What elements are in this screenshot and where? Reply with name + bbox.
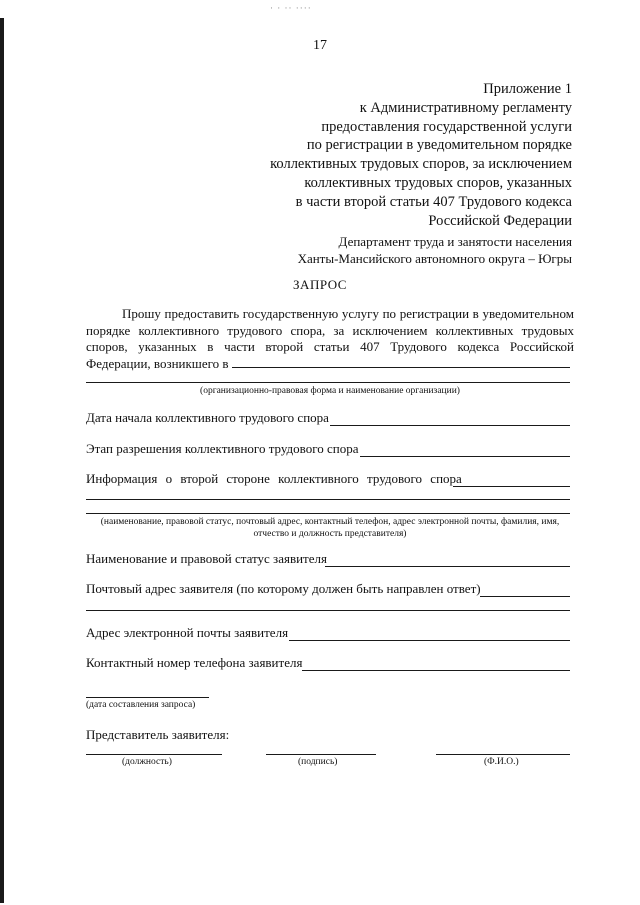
request-date-caption: (дата составления запроса) (86, 700, 196, 710)
second-party-info-field[interactable] (86, 499, 570, 500)
phone-field[interactable] (302, 670, 570, 671)
position-caption: (должность) (122, 757, 172, 767)
representative-signature-field[interactable] (266, 754, 376, 755)
appendix-header (270, 80, 572, 230)
appendix-line: коллективных трудовых споров, за исключением (270, 156, 572, 173)
appendix-line: Российской Федерации (428, 212, 572, 229)
postal-address-label: Почтовый адрес заявителя (по которому должен быть направлен ответ) (86, 581, 481, 596)
second-party-info-field-2[interactable] (86, 513, 570, 514)
document-title: ЗАПРОС (293, 277, 347, 292)
appendix-line: Приложение 1 (483, 81, 572, 97)
postal-address-field[interactable] (86, 610, 570, 611)
email-field[interactable] (289, 640, 570, 641)
appendix-line: предоставления государственной услуги (321, 118, 572, 135)
representative-position-field[interactable] (86, 754, 222, 755)
request-intro-text: Прошу предоставить государственную услугу по регистрации в уведомительном порядке коллективного трудового спора, за исключением коллективных трудовых споров, указанных в части второй статьи 407 Трудового кодекса Российской Федерации, возникшего в (86, 306, 574, 372)
recipient-department (298, 234, 572, 267)
organization-fill-line-inline[interactable] (232, 367, 570, 368)
representative-label: Представитель заявителя: (86, 727, 230, 742)
department-region: Ханты-Мансийского автономного округа – Югры (297, 250, 572, 266)
appendix-line: коллективных трудовых споров, указанных (304, 174, 572, 191)
second-party-info-label: Информация о второй стороне коллективного трудового спора (86, 471, 462, 486)
applicant-name-status-field[interactable] (325, 566, 570, 567)
appendix-line: к Административному регламенту (359, 99, 572, 116)
second-party-caption: (наименование, правовой статус, почтовый адрес, контактный телефон, адрес электронной почты, фамилия, имя, отчество и должность представителя) (100, 517, 560, 539)
organization-fill-line[interactable] (86, 382, 570, 383)
phone-label: Контактный номер телефона заявителя (86, 655, 303, 670)
applicant-name-status-label: Наименование и правовой статус заявителя (86, 551, 327, 566)
appendix-line: по регистрации в уведомительном порядке (306, 137, 572, 154)
page-number: 17 (313, 38, 327, 53)
department-name: Департамент труда и занятости населения (338, 234, 572, 249)
representative-name-field[interactable] (436, 754, 570, 755)
second-party-info-field-inline[interactable] (453, 486, 570, 487)
dispute-start-date-label: Дата начала коллективного трудового спора (86, 410, 329, 425)
email-label: Адрес электронной почты заявителя (86, 625, 289, 640)
resolution-stage-field[interactable] (360, 456, 570, 457)
request-date-field[interactable] (86, 697, 209, 698)
organization-caption: (организационно-правовая форма и наименование организации) (200, 386, 460, 396)
scan-marks: · · ·· ···· (270, 3, 312, 13)
signature-caption: (подпись) (298, 757, 338, 767)
resolution-stage-label: Этап разрешения коллективного трудового спора (86, 441, 359, 456)
appendix-line: в части второй статьи 407 Трудового кодекса (295, 193, 572, 210)
full-name-caption: (Ф.И.О.) (484, 757, 519, 767)
scan-left-edge (0, 18, 4, 903)
postal-address-field-inline[interactable] (480, 596, 570, 597)
dispute-start-date-field[interactable] (330, 425, 570, 426)
